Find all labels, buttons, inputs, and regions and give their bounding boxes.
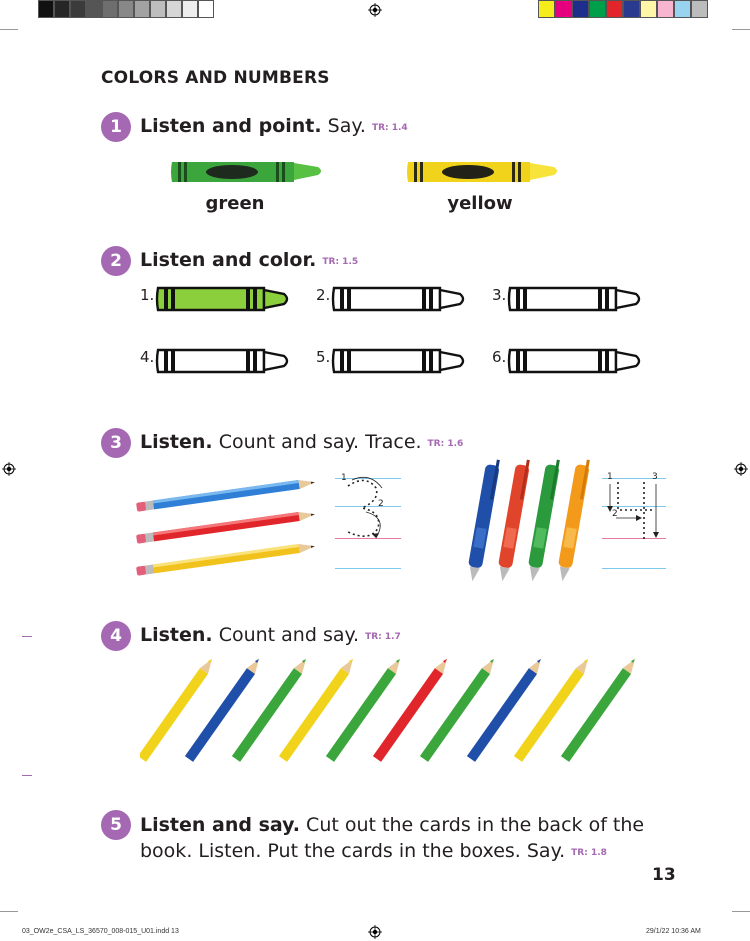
color-swatch xyxy=(657,0,674,18)
crayon-outline[interactable] xyxy=(330,282,470,316)
activity-instruction xyxy=(140,812,644,866)
track-label: TR: 1.6 xyxy=(427,439,464,449)
gray-swatch xyxy=(182,0,198,18)
activity-instruction xyxy=(140,249,358,271)
color-swatch xyxy=(640,0,657,18)
margin-tick xyxy=(22,636,32,637)
colored-crayon-example[interactable] xyxy=(154,282,294,316)
activity-number-badge: 1 xyxy=(101,112,131,142)
instruction-rest: Cut out the cards in the back of the xyxy=(300,814,645,836)
crayon-item-number: 2. xyxy=(316,286,331,304)
gray-swatch xyxy=(102,0,118,18)
activity-number-badge: 4 xyxy=(101,621,131,651)
gray-swatch xyxy=(70,0,86,18)
activity-instruction xyxy=(140,624,401,646)
trace-step-2: 2 xyxy=(612,509,618,519)
instruction-bold: Listen and say. xyxy=(140,814,301,836)
track-label: TR: 1.4 xyxy=(371,123,408,133)
activity-number-badge: 3 xyxy=(101,428,131,458)
color-swatch xyxy=(572,0,589,18)
gray-swatch xyxy=(86,0,102,18)
activity-number-badge: 2 xyxy=(101,246,131,276)
gray-swatch xyxy=(134,0,150,18)
crayon-item-number: 6. xyxy=(492,348,507,366)
margin-tick xyxy=(22,775,32,776)
crayon-outline[interactable] xyxy=(154,344,294,378)
yellow-crayon-image xyxy=(404,152,562,190)
registration-mark-left xyxy=(2,462,16,476)
trace-step-1: 1 xyxy=(341,473,347,483)
writing-guide-line xyxy=(335,568,401,569)
activity-instruction xyxy=(140,431,463,453)
trace-step-2: 2 xyxy=(378,499,384,509)
activity-number-badge: 5 xyxy=(101,810,131,840)
instruction-bold: Listen and color. xyxy=(140,249,317,271)
gray-swatch xyxy=(166,0,182,18)
color-swatch xyxy=(589,0,606,18)
instruction-line-2: book. Listen. Put the cards in the boxes. Say. xyxy=(140,840,566,862)
crayon-outline[interactable] xyxy=(506,344,646,378)
section-title: COLORS AND NUMBERS xyxy=(101,68,330,88)
color-swatch xyxy=(606,0,623,18)
green-crayon-image xyxy=(168,152,326,190)
gray-swatch xyxy=(198,0,214,18)
file-slug-right: 29/1/22 10:36 AM xyxy=(646,928,701,935)
crayon-item-number: 5. xyxy=(316,348,331,366)
trace-step-3: 3 xyxy=(652,472,658,482)
instruction-rest: Say. xyxy=(321,115,366,137)
instruction-rest: Count and say. xyxy=(212,624,360,646)
registration-mark-bottom xyxy=(368,925,382,939)
crayon-item-number: 1. xyxy=(140,286,155,304)
three-pencils-image xyxy=(134,476,322,580)
track-label: TR: 1.7 xyxy=(365,632,401,642)
crayon-label-yellow: yellow xyxy=(447,193,513,214)
gray-swatch xyxy=(150,0,166,18)
activity-instruction xyxy=(140,115,408,137)
trace-step-1: 1 xyxy=(607,472,613,482)
gray-swatch xyxy=(54,0,70,18)
crayon-label-green: green xyxy=(205,193,265,214)
crop-mark xyxy=(732,29,750,30)
instruction-bold: Listen. xyxy=(140,431,213,453)
four-pens-image xyxy=(462,456,592,590)
registration-mark-top xyxy=(368,3,382,17)
instruction-rest: Count and say. Trace. xyxy=(212,431,422,453)
writing-guide-line xyxy=(602,568,666,569)
colored-pencils-row xyxy=(140,655,640,763)
crop-mark xyxy=(0,911,18,912)
crop-mark xyxy=(732,911,750,912)
crayon-outline[interactable] xyxy=(330,344,470,378)
file-slug-left: 03_OW2e_CSA_LS_36570_008-015_U01.indd 13 xyxy=(22,928,179,935)
trace-number-three xyxy=(336,474,396,544)
instruction-bold: Listen. xyxy=(140,624,213,646)
gray-swatch xyxy=(38,0,54,18)
color-swatch xyxy=(691,0,708,18)
color-swatch xyxy=(674,0,691,18)
crayon-item-number: 3. xyxy=(492,286,507,304)
page-number: 13 xyxy=(652,865,676,885)
gray-swatch xyxy=(118,0,134,18)
color-swatch xyxy=(623,0,640,18)
track-label: TR: 1.8 xyxy=(571,848,607,858)
crayon-item-number: 4. xyxy=(140,348,155,366)
instruction-bold: Listen and point. xyxy=(140,115,322,137)
track-label: TR: 1.5 xyxy=(322,257,359,267)
crop-mark xyxy=(0,29,18,30)
crayon-outline[interactable] xyxy=(506,282,646,316)
color-swatch xyxy=(555,0,572,18)
color-swatch xyxy=(538,0,555,18)
registration-mark-right xyxy=(734,462,748,476)
